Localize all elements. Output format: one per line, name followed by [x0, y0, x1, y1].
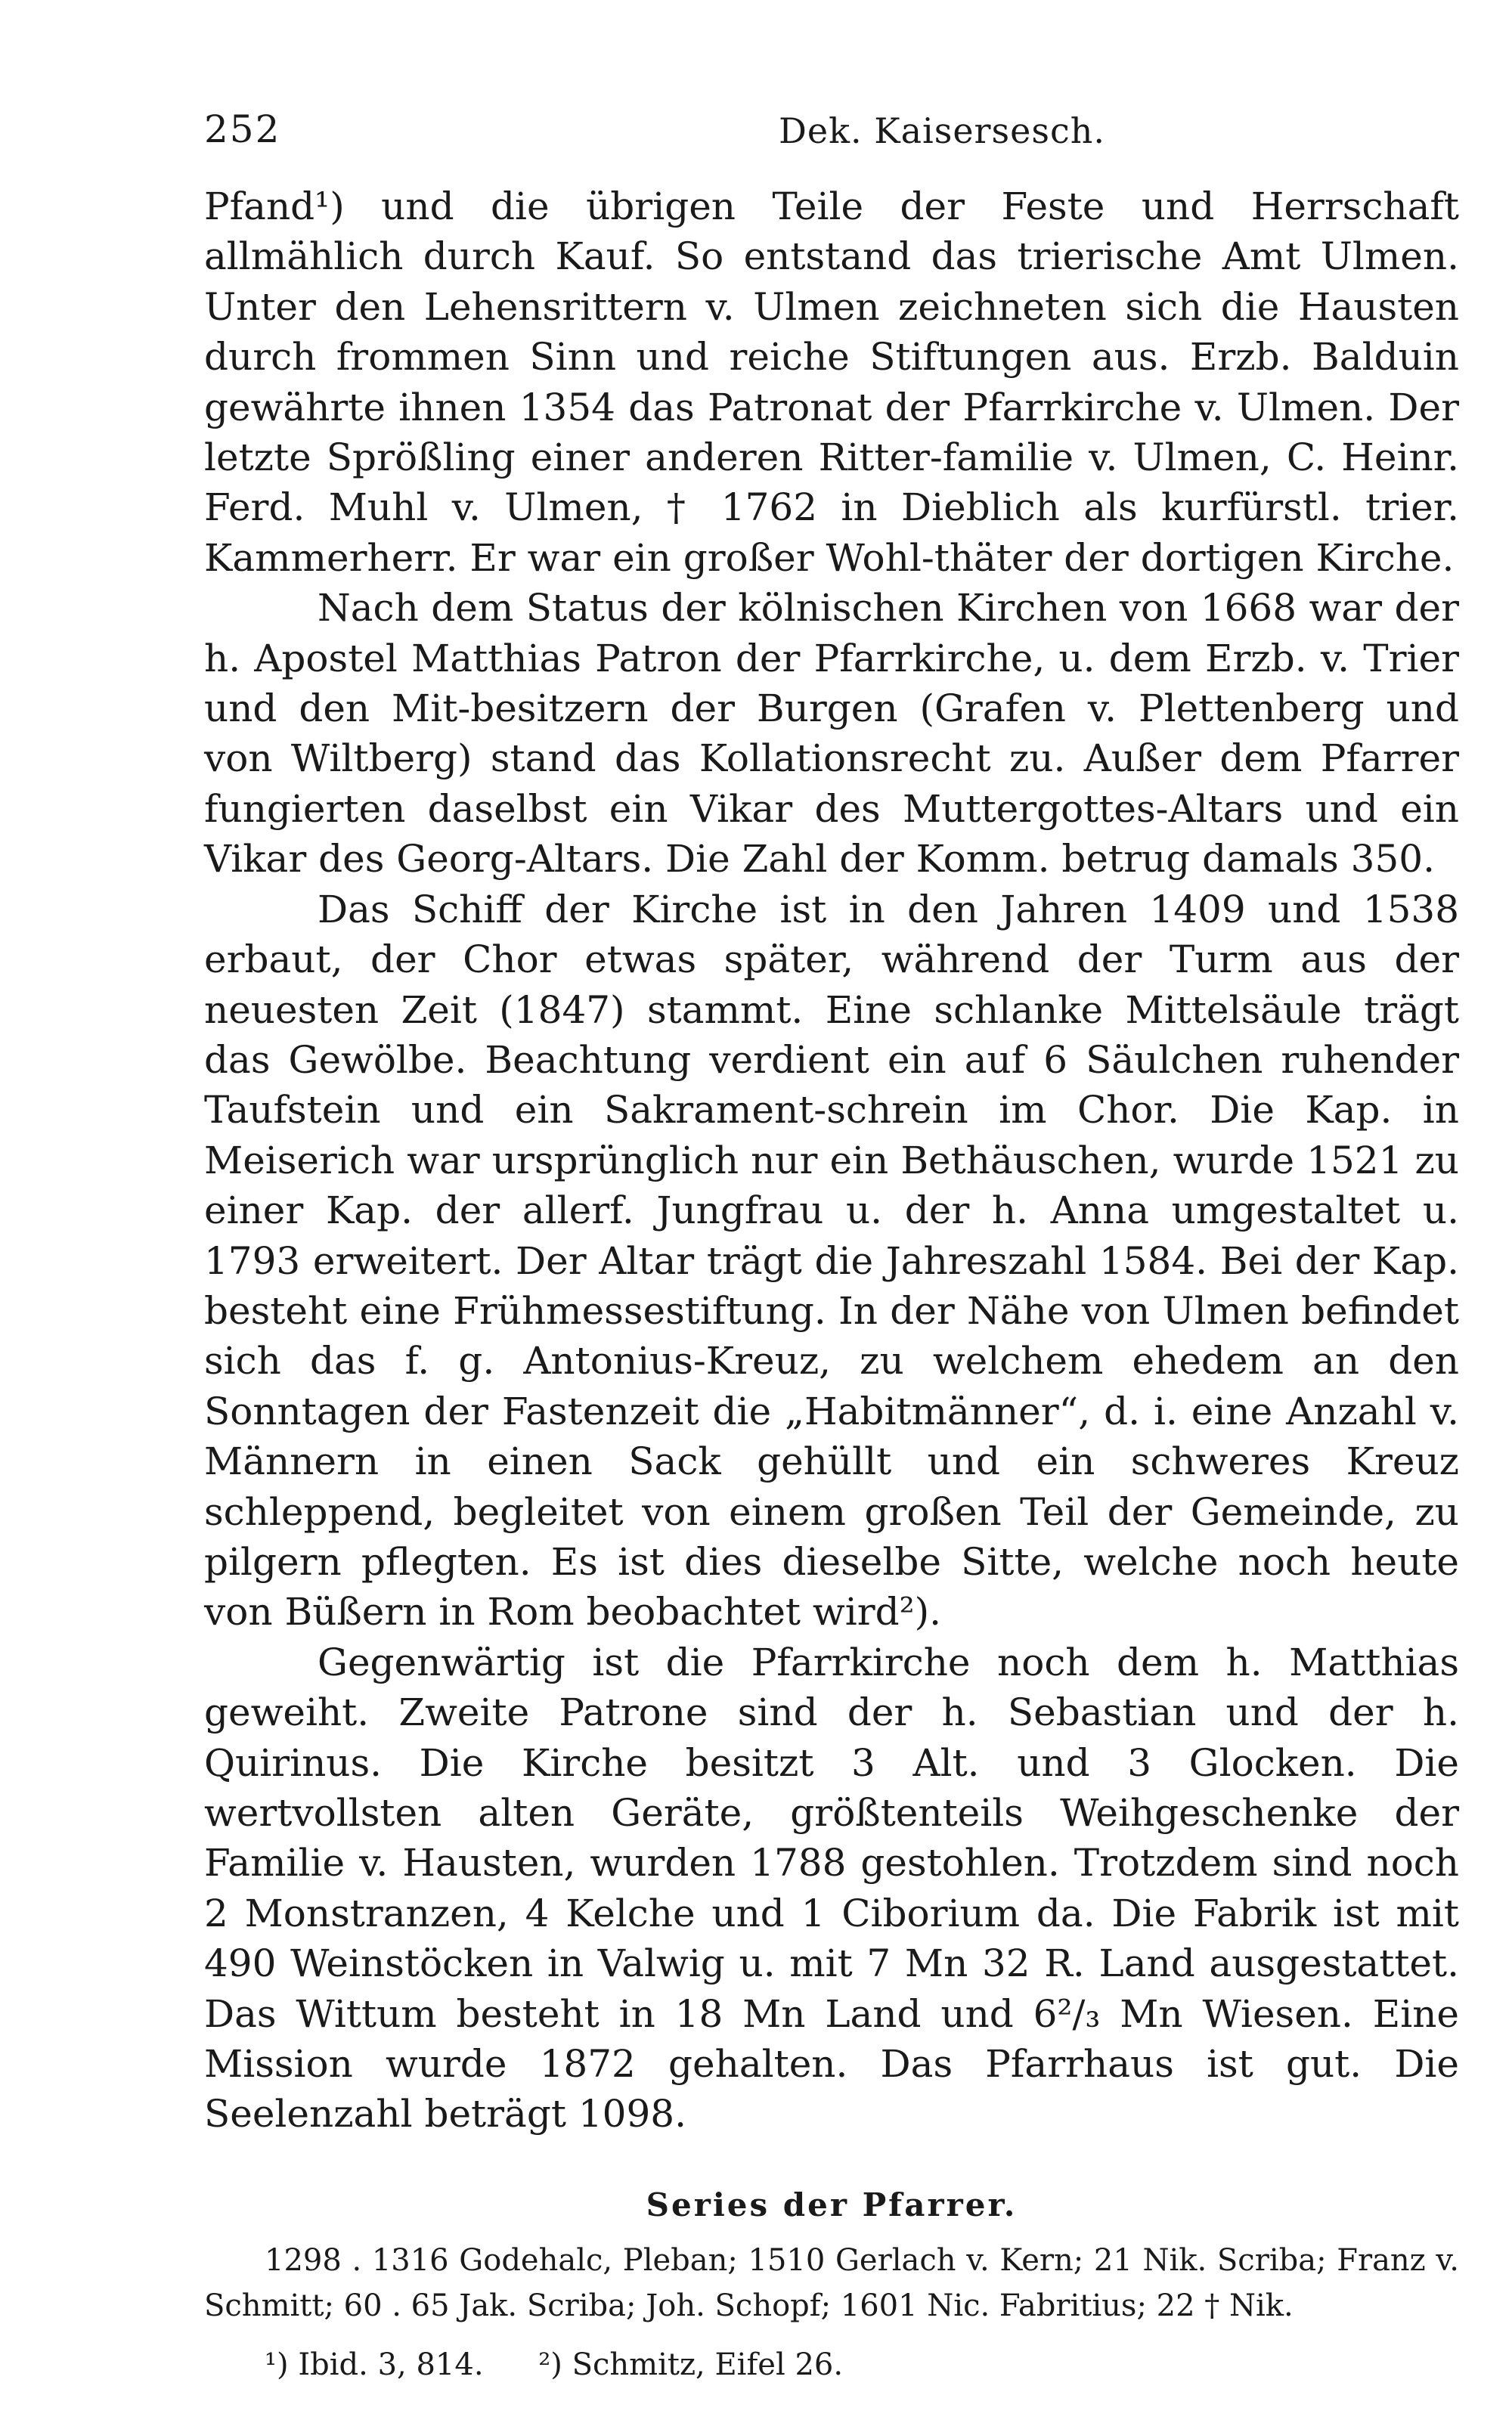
- footnotes: [265, 2344, 1399, 2386]
- footnote-2: ²) Schmitz, Eifel 26.: [538, 2347, 844, 2382]
- series-list: [204, 2238, 1459, 2328]
- running-title: Dek. Kaisersesch.: [779, 110, 1105, 151]
- main-text: [204, 181, 1459, 2139]
- footnote-1: ¹) Ibid. 3, 814.: [265, 2347, 484, 2382]
- series-heading: Series der Pfarrer.: [646, 2186, 1018, 2223]
- running-head: [204, 107, 1459, 160]
- page-number: 252: [204, 107, 281, 151]
- paragraph-1: Pfand¹) und die übrigen Teile der Feste und Herrschaft allmählich durch Kauf. So entstand das trierische Amt Ulmen. Unter den Lehensrittern v. Ulmen zeichneten sich die Hausten durch frommen Sinn und reiche Stiftungen aus. Erzb. Balduin gewährte ihnen 1354 das Patronat der Pfarrkirche v. Ulmen. Der letzte Sprößling einer anderen Ritter-familie v. Ulmen, C. Heinr. Ferd. Muhl v. Ulmen, † 1762 in Dieblich als kurfürstl. trier. Kammerherr. Er war ein großer Wohl-thäter der dortigen Kirche.: [204, 184, 1459, 580]
- series-text: 1298 . 1316 Godehalc, Pleban; 1510 Gerlach v. Kern; 21 Nik. Scriba; Franz v. Schmitt; 60 . 65 Jak. Scriba; Joh. Schopf; 1601 Nic. Fabritius; 22 † Nik.: [204, 2243, 1459, 2323]
- paragraph-4: Gegenwärtig ist die Pfarrkirche noch dem h. Matthias geweiht. Zweite Patrone sind der h. Sebastian und der h. Quirinus. Die Kirche besitzt 3 Alt. und 3 Glocken. Die wertvollsten alten Geräte, größtenteils Weihgeschenke der Familie v. Hausten, wurden 1788 gestohlen. Trotzdem sind noch 2 Monstranzen, 4 Kelche und 1 Ciborium da. Die Fabrik ist mit 490 Weinstöcken in Valwig u. mit 7 Mn 32 R. Land ausgestattet. Das Wittum besteht in 18 Mn Land und 6²/₃ Mn Wiesen. Eine Mission wurde 1872 gehalten. Das Pfarrhaus ist gut. Die Seelenzahl beträgt 1098.: [204, 1640, 1459, 2136]
- paragraph-3: Das Schiff der Kirche ist in den Jahren 1409 und 1538 erbaut, der Chor etwas später, während der Turm aus der neuesten Zeit (1847) stammt. Eine schlanke Mittelsäule trägt das Gewölbe. Beachtung verdient ein auf 6 Säulchen ruhender Taufstein und ein Sakrament-schrein im Chor. Die Kap. in Meiserich war ursprünglich nur ein Bethäuschen, wurde 1521 zu einer Kap. der allerf. Jungfrau u. der h. Anna umgestaltet u. 1793 erweitert. Der Altar trägt die Jahreszahl 1584. Bei der Kap. besteht eine Frühmessestiftung. In der Nähe von Ulmen befindet sich das f. g. Antonius-Kreuz, zu welchem ehedem an den Sonntagen der Fastenzeit die „Habitmänner“, d. i. eine Anzahl v. Männern in einen Sack gehüllt und ein schweres Kreuz schleppend, begleitet von einem großen Teil der Gemeinde, zu pilgern pflegten. Es ist dies dieselbe Sitte, welche noch heute von Büßern in Rom beobachtet wird²).: [204, 887, 1459, 1634]
- paragraph-2: Nach dem Status der kölnischen Kirchen von 1668 war der h. Apostel Matthias Patron der Pfarrkirche, u. dem Erzb. v. Trier und den Mit-besitzern der Burgen (Grafen v. Plettenberg und von Wiltberg) stand das Kollationsrecht zu. Außer dem Pfarrer fungierten daselbst ein Vikar des Muttergottes-Altars und ein Vikar des Georg-Altars. Die Zahl der Komm. betrug damals 350.: [204, 586, 1459, 882]
